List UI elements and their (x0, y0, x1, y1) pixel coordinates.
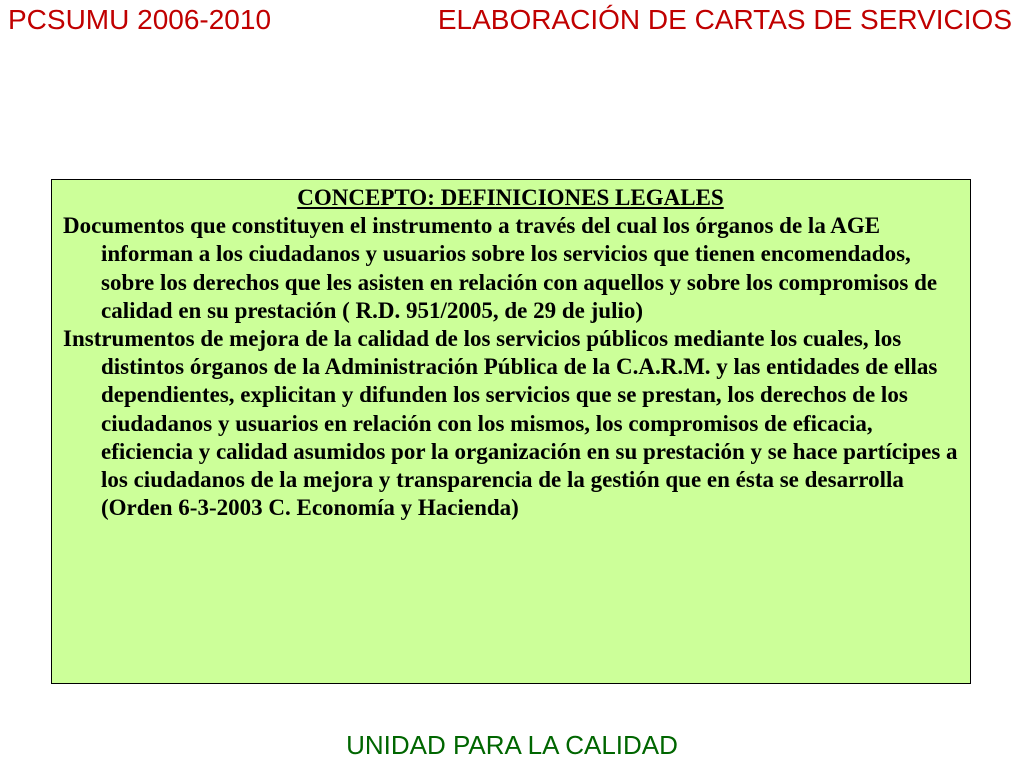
header-right-title: ELABORACIÓN DE CARTAS DE SERVICIOS (437, 4, 1012, 35)
footer-unit-name: UNIDAD PARA LA CALIDAD (346, 730, 678, 760)
definition-paragraph-carm: Instrumentos de mejora de la calidad de los servicios públicos mediante los cuales, los distintos órganos de la Administración Pública de la C.A.R.M. y las entidades de ellas dependientes, explicitan y difunden los servicios que se prestan, los derechos de los ciudadanos y usuarios en relación con los mismos, los compromisos de eficacia, eficiencia y calidad asumidos por la organización en su prestación y se hace partícipes a los ciudadanos de la mejora y transparencia de la gestión que en ésta se desarrolla (Orden 6-3-2003 C. Economía y Hacienda) (63, 326, 958, 521)
definitions-box (51, 179, 971, 684)
box-title: CONCEPTO: DEFINICIONES LEGALES (297, 185, 724, 210)
header-left-title: PCSUMU 2006-2010 (8, 4, 272, 35)
definition-paragraph-age: Documentos que constituyen el instrumento a través del cual los órganos de la AGE informan a los ciudadanos y usuarios sobre los servicios que tienen encomendados, sobre los derechos que les asisten en relación con aquellos y sobre los compromisos de calidad en su prestación ( R.D. 951/2005, de 29 de julio) (63, 213, 938, 323)
